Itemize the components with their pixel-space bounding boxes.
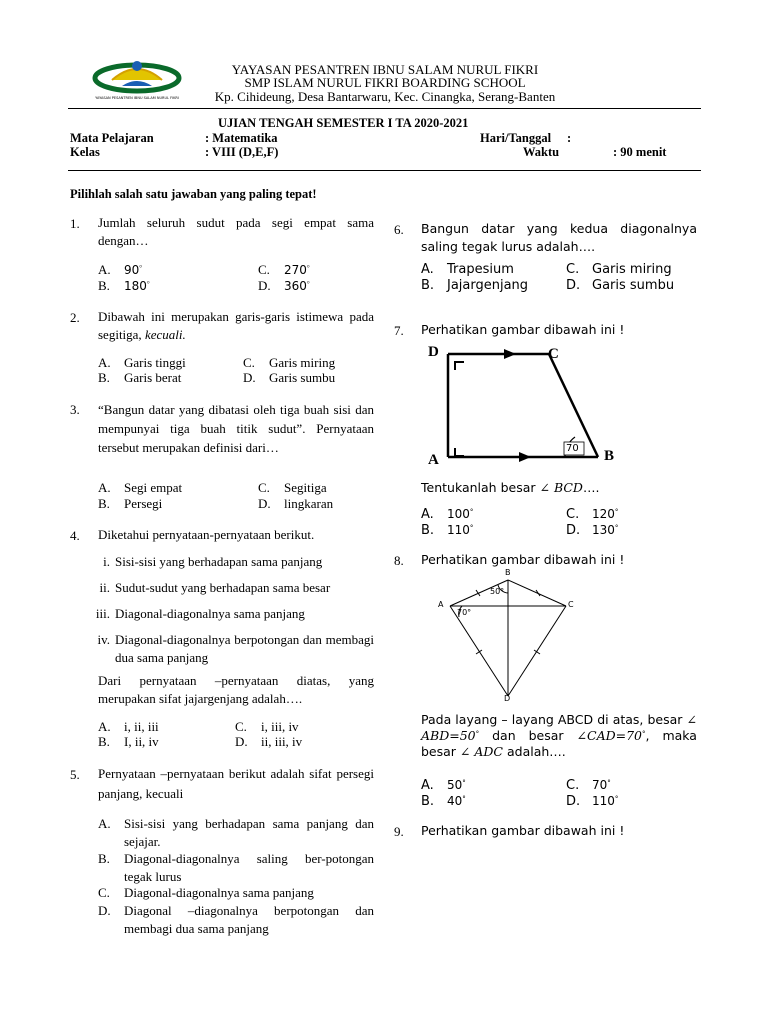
angle-label-70: 70 [566,443,579,454]
q8-angle-adc: ∠ ADC [459,744,503,759]
option-letter: A. [421,778,434,793]
q1-option-b[interactable] [98,278,150,294]
option-letter: C. [258,262,270,277]
header-divider [68,108,701,109]
q7-question-prefix: Tentukanlah besar [421,480,536,495]
degree-sign: ° [642,730,646,738]
option-value: Diagonal –diagonalnya berpotongan dan membagi dua sama panjang [124,903,374,936]
date-value: : [567,131,572,145]
option-value: 270 [284,263,307,277]
q3-number: 3. [70,402,80,417]
option-value: Sisi-sisi yang berhadapan sama panjang dan sejajar. [124,816,374,849]
q7-question-suffix: …. [582,480,600,495]
header-school-name: SMP ISLAM NURUL FIKRI BOARDING SCHOOL [244,75,526,90]
option-value: Persegi [124,496,163,511]
class-value: : VIII (D,E,F) [205,145,279,159]
q8-question-end: adalah…. [506,744,566,759]
q4-item-2 [82,579,374,597]
q4-follow-text: Dari pernyataan –pernyataan diatas, yang merupakan sifat jajargenjang adalah…. [98,673,374,706]
degree-sign: ° [475,730,480,738]
degree-sign: ° [469,524,474,532]
item-text: Sudut-sudut yang berhadapan sama besar [115,580,331,595]
q6-option-b[interactable] [421,278,528,294]
option-letter: B. [421,794,435,809]
option-letter: D. [235,734,248,749]
degree-sign: ° [607,779,611,787]
q8-option-d[interactable] [566,793,618,810]
option-letter: B. [98,278,110,293]
q5-number: 5. [70,767,80,782]
time-label: Waktu [523,145,560,159]
header-foundation-name: YAYASAN PESANTREN IBNU SALAM NURUL FIKRI [231,62,539,77]
item-text: Diagonal-diagonalnya berpotongan dan membagi dua sama panjang [115,632,374,665]
q8-option-a[interactable] [421,777,466,794]
option-value: Garis sumbu [592,278,675,293]
q4-option-a[interactable] [98,719,159,735]
q7-option-b[interactable] [421,522,473,539]
option-value: i, ii, iii [124,719,159,734]
q2-option-a[interactable] [98,355,186,371]
option-letter: C. [258,480,270,495]
option-letter: B. [98,496,110,511]
class-label: Kelas [70,145,100,159]
option-value: Garis berat [124,370,182,385]
vertex-label-b: B [505,568,511,577]
q3-option-d[interactable] [258,496,333,512]
vertex-label-a: A [428,452,439,468]
q8-option-b[interactable] [421,793,466,810]
header-address: Kp. Cihideung, Desa Bantarwaru, Kec. Cinangka, Serang-Banten [214,89,556,104]
degree-sign: ° [139,264,143,272]
vertex-label-a: A [438,600,444,609]
q7-option-d[interactable] [566,522,618,539]
q8-kite-figure [432,568,582,704]
vertex-label-c: C [568,600,574,609]
q8-text: Perhatikan gambar dibawah ini ! [421,552,625,567]
option-value: Diagonal-diagonalnya sama panjang [124,885,314,900]
angle-label-50: 50° [490,587,505,596]
q8-angle-abd: ∠ ABD=50 [421,712,697,743]
option-value: 100 [447,507,470,521]
q5-option-c[interactable] [98,884,374,902]
q4-item-4 [82,631,374,667]
q4-option-d[interactable] [235,734,302,750]
option-value: 110 [447,523,470,537]
option-value: lingkaran [284,496,334,511]
q3-option-a[interactable] [98,480,182,496]
q5-text: Pernyataan –pernyataan berikut adalah sifat persegi panjang, kecuali [98,766,374,801]
vertex-label-c: C [548,346,559,362]
degree-sign: ° [469,508,474,516]
subject-label: Mata Pelajaran [70,131,154,145]
q6-option-d[interactable] [566,278,674,294]
option-letter: D. [258,278,271,293]
option-letter: D. [258,496,271,511]
q8-question [421,712,697,760]
option-value: Garis miring [269,355,336,370]
q4-option-b[interactable] [98,734,159,750]
q3-option-b[interactable] [98,496,162,512]
option-letter: B. [98,851,110,866]
info-divider [68,170,701,171]
q7-number: 7. [394,323,404,338]
option-letter: B. [98,370,110,385]
vertex-label-b: B [604,448,615,464]
q2-text [98,308,374,344]
option-value: 110 [592,794,615,808]
q2-text-italic: kecuali. [144,327,186,342]
option-value: 40 [447,794,463,808]
option-value: Jajargenjang [447,278,529,293]
q8-angle-cad: ∠CAD=70 [576,728,642,743]
q5-option-a[interactable] [98,815,374,851]
option-letter: A. [98,480,111,495]
q2-number: 2. [70,310,80,325]
q7-question [421,479,697,497]
option-value: 130 [592,523,615,537]
q4-number: 4. [70,528,80,543]
q6-number: 6. [394,222,404,237]
school-logo [92,56,182,104]
item-number: iv. [97,632,110,647]
q8-number: 8. [394,553,404,568]
option-value: Diagonal-diagonalnya saling ber-potongan tegak lurus [124,851,374,884]
q7-text: Perhatikan gambar dibawah ini ! [421,322,625,337]
q8-option-c[interactable] [566,777,611,794]
vertex-label-d: D [504,694,511,703]
q8-question-part1: Pada layang – layang ABCD di atas, besar [421,712,683,727]
q1-text: Jumlah seluruh sudut pada segi empat sama dengan… [98,215,374,248]
item-text: Diagonal-diagonalnya sama panjang [115,606,305,621]
option-value: 360 [284,279,307,293]
degree-sign: ° [462,795,466,803]
option-value: 70 [592,778,608,792]
option-value: Garis sumbu [269,370,336,385]
option-letter: B. [98,734,110,749]
subject-value: : Matematika [205,131,278,145]
option-value: Garis miring [592,262,672,277]
option-letter: A. [98,355,111,370]
option-letter: C. [566,778,580,793]
option-value: Garis tinggi [124,355,186,370]
q6-text: Bangun datar yang kedua diagonalnya saling tegak lurus adalah…. [421,221,697,254]
q5-option-d[interactable] [98,902,374,938]
option-letter: D. [243,370,256,385]
q4-option-c[interactable] [235,719,299,735]
q1-option-c[interactable] [258,262,310,278]
option-letter: D. [98,903,111,918]
option-letter: A. [421,507,434,522]
option-value: ii, iii, iv [261,734,303,749]
q1-option-a[interactable] [98,262,142,278]
angle-label-70: 70° [457,608,472,617]
option-value: Segitiga [284,480,327,495]
q8-question-besar: besar [421,744,456,759]
q4-text: Diketahui pernyataan-pernyataan berikut. [98,527,315,542]
degree-sign: ° [614,524,619,532]
option-value: Segi empat [124,480,183,495]
degree-sign: ° [146,280,150,288]
degree-sign: ° [614,508,619,516]
option-letter: A. [98,719,111,734]
q9-text: Perhatikan gambar dibawah ini ! [421,823,625,838]
item-number: i. [103,554,110,569]
q8-question-mid: dan besar [492,728,564,743]
option-value: 180 [124,279,147,293]
degree-sign: ° [462,779,466,787]
q6-option-a[interactable] [421,262,514,278]
q3-option-c[interactable] [258,480,327,496]
logo-text: YAYASAN PESANTREN IBNU SALAM NURUL FIKRI [95,96,179,100]
q2-option-c[interactable] [243,355,335,371]
q6-option-c[interactable] [566,262,672,278]
q1-number: 1. [70,216,80,231]
option-letter: D. [566,794,581,809]
q4-item-1 [82,553,374,571]
time-value: : 90 menit [613,145,667,159]
degree-sign: ° [614,795,619,803]
item-number: ii. [99,580,110,595]
q7-option-c[interactable] [566,506,618,523]
q2-option-d[interactable] [243,370,335,386]
q9-number: 9. [394,824,404,839]
option-letter: C. [243,355,255,370]
option-value: i, iii, iv [261,719,299,734]
option-letter: A. [98,816,111,831]
option-letter: C. [566,507,580,522]
option-letter: D. [566,278,581,293]
item-text: Sisi-sisi yang berhadapan sama panjang [115,554,323,569]
degree-sign: ° [306,264,310,272]
q8-question-maka: , maka [645,728,697,743]
q7-question-angle: ∠ BCD [539,480,583,495]
q4-item-3 [82,605,374,623]
option-letter: B. [421,523,435,538]
option-value: 50 [447,778,463,792]
exam-title: UJIAN TENGAH SEMESTER I TA 2020-2021 [218,116,469,130]
q7-option-a[interactable] [421,506,473,523]
date-label: Hari/Tanggal [480,131,552,145]
option-value: I, ii, iv [124,734,159,749]
item-number: iii. [95,606,110,621]
q2-text-main: Dibawah ini merupakan garis-garis istimewa pada segitiga, [98,309,374,342]
option-letter: A. [421,262,434,277]
option-value: 120 [592,507,615,521]
option-letter: C. [98,885,110,900]
q1-option-d[interactable] [258,278,310,294]
option-value: Trapesium [447,262,514,277]
q3-text: “Bangun datar yang dibatasi oleh tiga buah sisi dan mempunyai tiga buah titik sudut”. Pernyataan tersebut merupakan definisi dari… [98,402,374,455]
vertex-label-d: D [428,344,439,360]
q7-trapezoid-figure [424,342,624,470]
option-letter: C. [235,719,247,734]
option-letter: A. [98,262,111,277]
option-value: 90 [124,263,140,277]
option-letter: B. [421,278,435,293]
option-letter: D. [566,523,581,538]
degree-sign: ° [306,280,310,288]
q2-option-b[interactable] [98,370,181,386]
q5-option-b[interactable] [98,850,374,886]
instruction: Pilihlah salah satu jawaban yang paling tepat! [70,187,317,201]
option-letter: C. [566,262,580,277]
